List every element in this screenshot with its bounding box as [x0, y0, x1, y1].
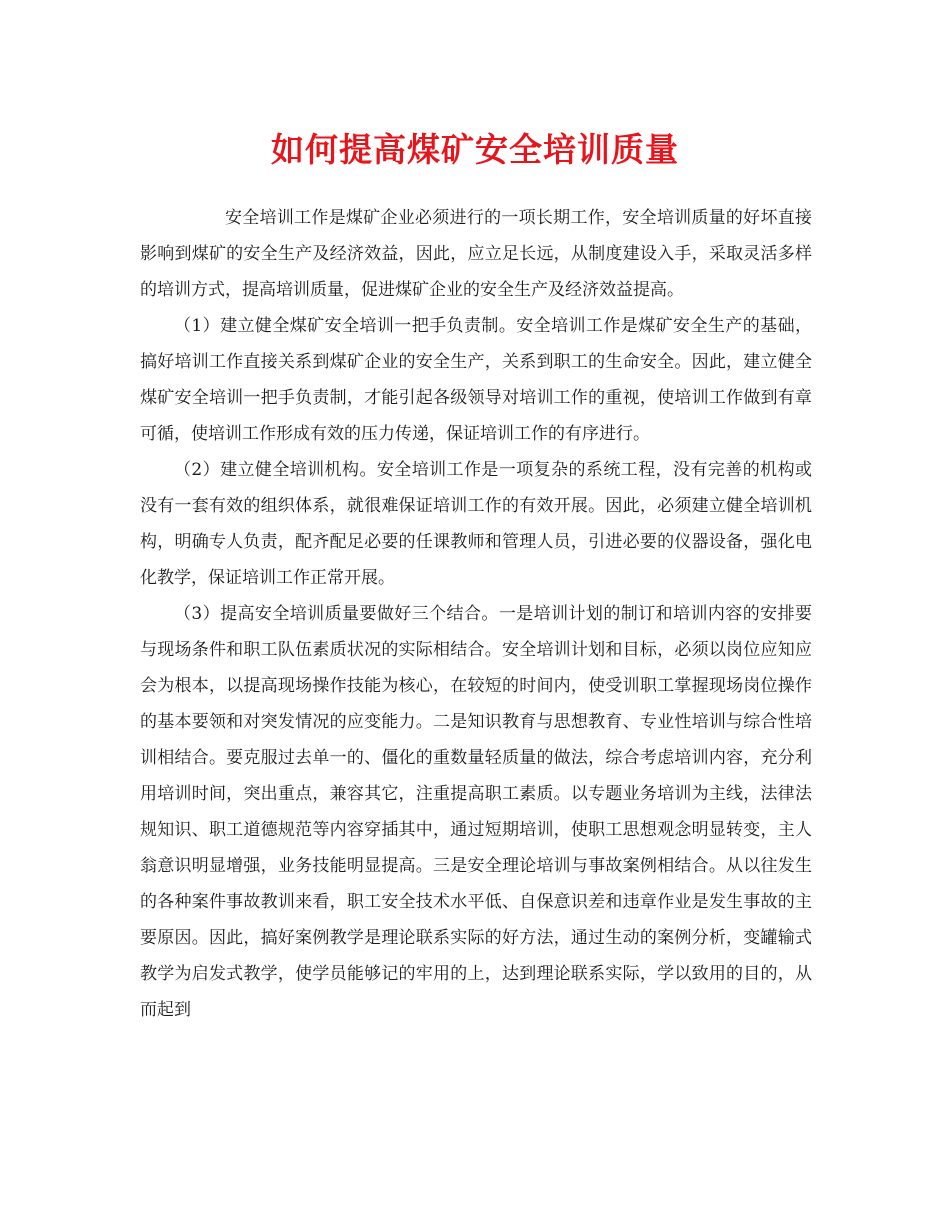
paragraph-1: （1）建立健全煤矿安全培训一把手负责制。安全培训工作是煤矿安全生产的基础，搞好培训工作直接关系到煤矿企业的安全生产，关系到职工的生命安全。因此，建立健全煤矿安全培训一把手负责制，才能引起各级领导对培训工作的重视，使培训工作做到有章可循，使培训工作形成有效的压力传递，保证培训工作的有序进行。 — [140, 316, 812, 444]
document-body — [140, 200, 812, 1028]
paragraph-2: （2）建立健全培训机构。安全培训工作是一项复杂的系统工程，没有完善的机构或没有一套有效的组织体系，就很难保证培训工作的有效开展。因此，必须建立健全培训机构，明确专人负责，配齐配足必要的任课教师和管理人员，引进必要的仪器设备，强化电化教学，保证培训工作正常开展。 — [140, 460, 812, 588]
paragraph-3: （3）提高安全培训质量要做好三个结合。一是培训计划的制订和培训内容的安排要与现场条件和职工队伍素质状况的实际相结合。安全培训计划和目标，必须以岗位应知应会为根本，以提高现场操作技能为核心，在较短的时间内，使受训职工掌握现场岗位操作的基本要领和对突发情况的应变能力。二是知识教育与思想教育、专业性培训与综合性培训相结合。要克服过去单一的、僵化的重数量轻质量的做法，综合考虑培训内容，充分利用培训时间，突出重点，兼容其它，注重提高职工素质。以专题业务培训为主线，法律法规知识、职工道德规范等内容穿插其中，通过短期培训，使职工思想观念明显转变，主人翁意识明显增强，业务技能明显提高。三是安全理论培训与事故案例相结合。从以往发生的各种案件事故教训来看，职工安全技术水平低、自保意识差和违章作业是发生事故的主要原因。因此，搞好案例教学是理论联系实际的好方法，通过生动的案例分析，变罐输式教学为启发式教学，使学员能够记的牢用的上，达到理论联系实际，学以致用的目的，从而起到 — [140, 604, 812, 1020]
document-title: 如何提高煤矿安全培训质量 — [271, 130, 679, 169]
paragraph-intro: 安全培训工作是煤矿企业必须进行的一项长期工作，安全培训质量的好坏直接影响到煤矿的安全生产及经济效益，因此，应立足长远，从制度建设入手，采取灵活多样的培训方式，提高培训质量，促进煤矿企业的安全生产及经济效益提高。 — [140, 208, 812, 300]
